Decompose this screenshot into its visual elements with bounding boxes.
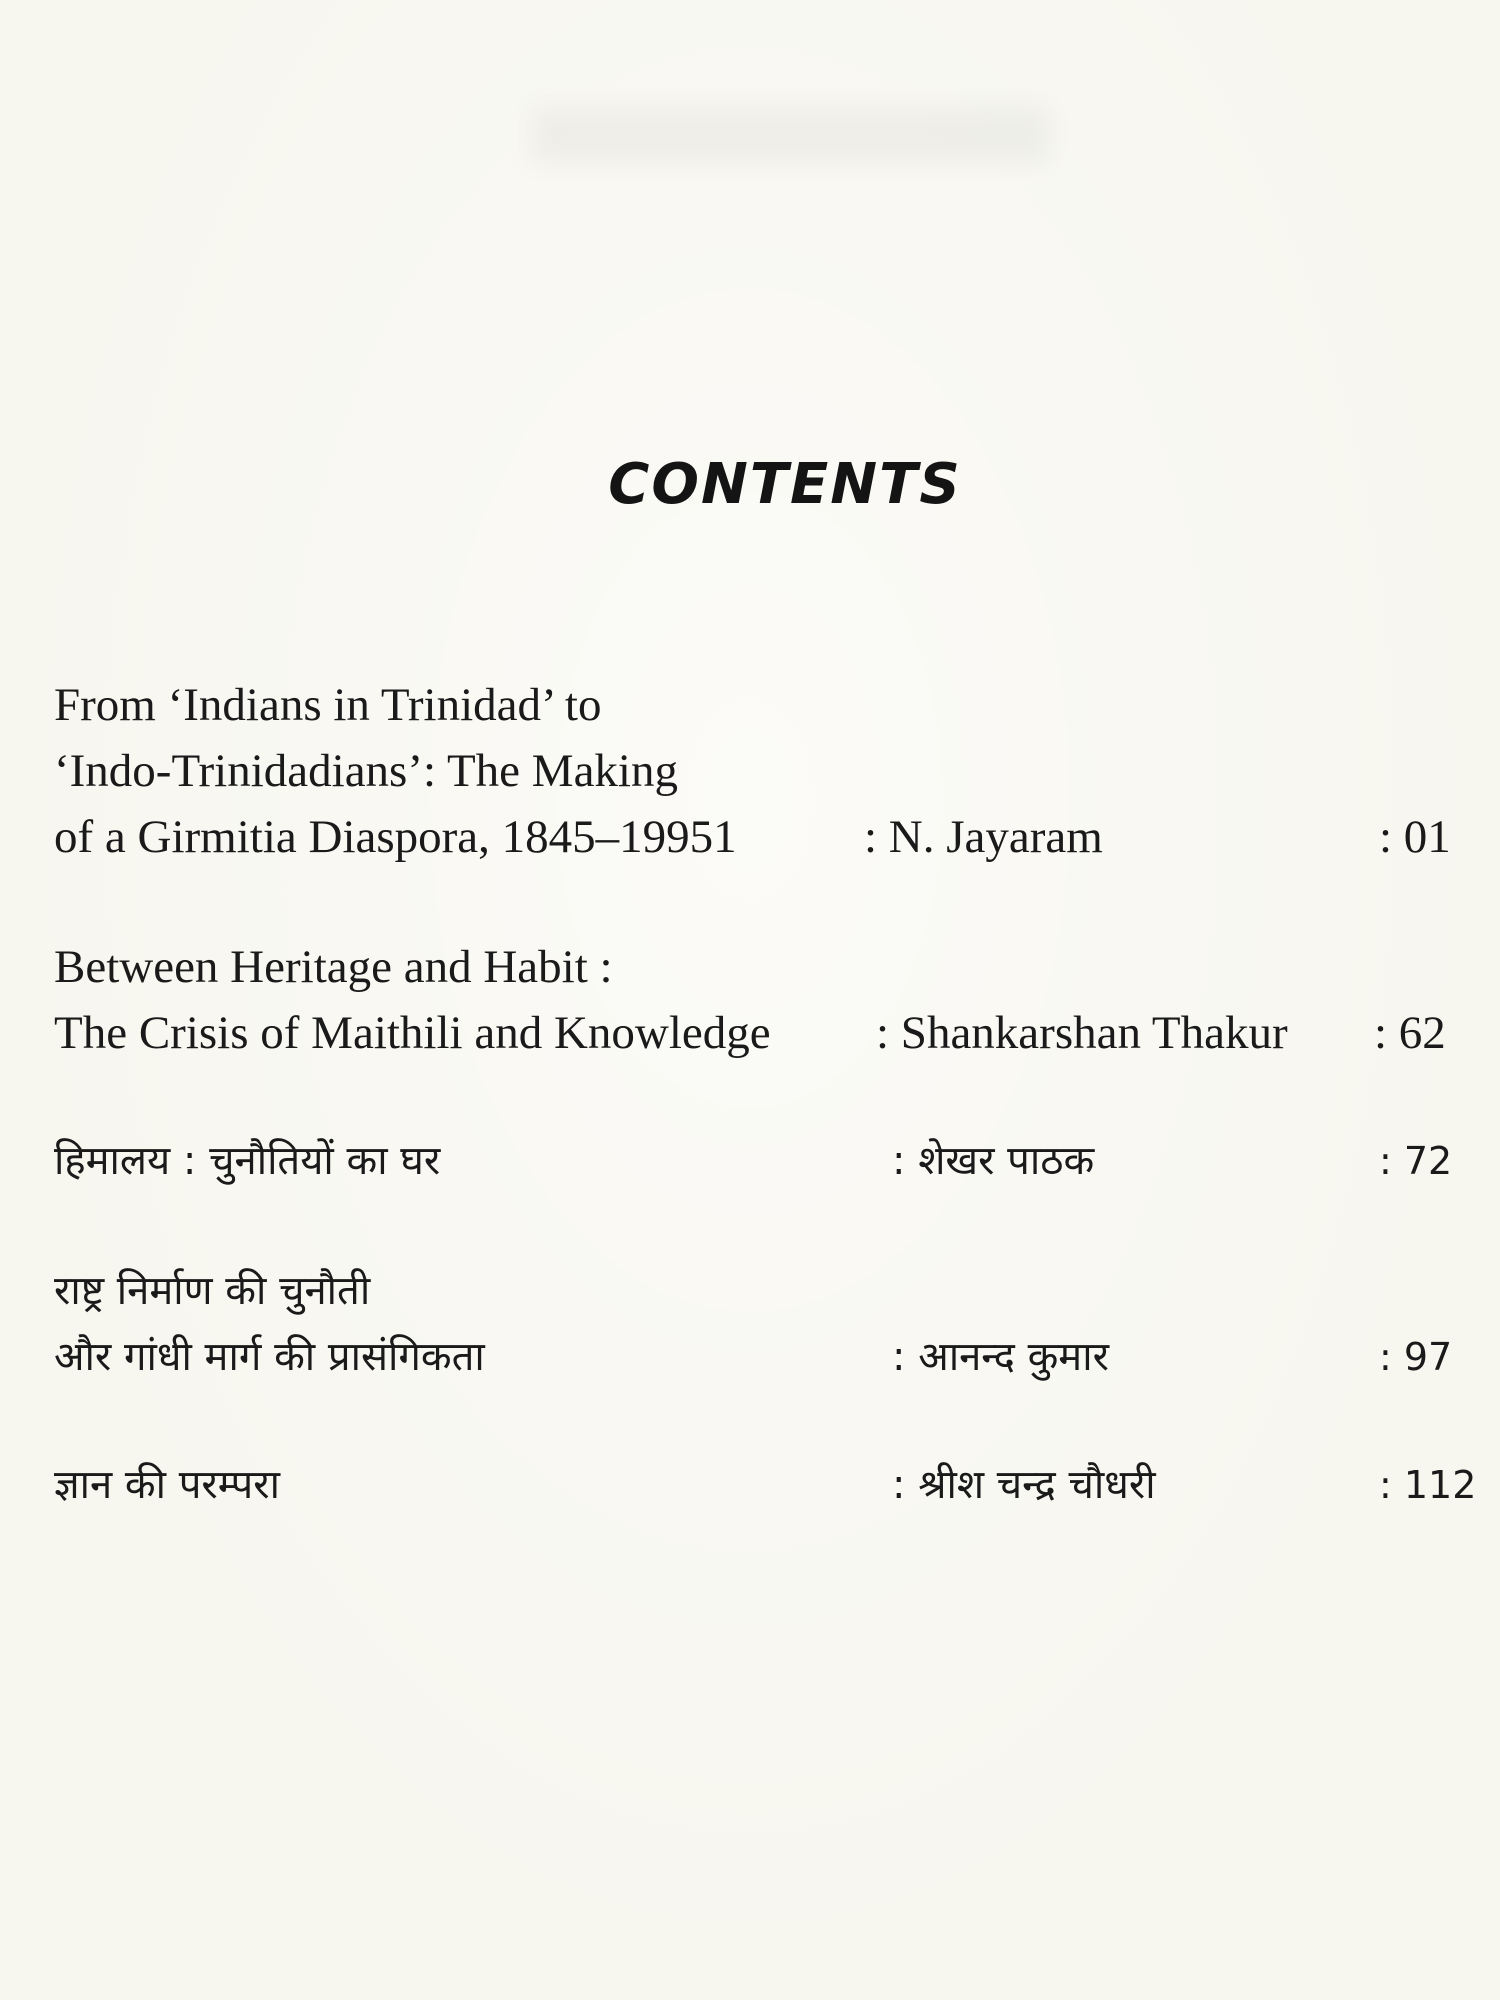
- entry-page-number: : 97: [1379, 1335, 1453, 1379]
- entry-title-text: हिमालय : चुनौतियों का घर: [54, 1138, 441, 1184]
- entry-title-text: From ‘Indians in Trinidad’ to: [54, 679, 602, 731]
- toc-entry: [54, 1258, 1474, 1390]
- entry-title-text: ज्ञान की परम्परा: [54, 1462, 280, 1508]
- entry-title-line: [54, 1128, 1474, 1194]
- toc-entry: [54, 934, 1474, 1066]
- entry-title-text: राष्ट्र निर्माण की चुनौती: [54, 1268, 371, 1314]
- entry-title-line: [54, 1000, 1474, 1066]
- toc-entry: [54, 1128, 1474, 1194]
- entry-title-text: of a Girmitia Diaspora, 1845–19951: [54, 811, 737, 863]
- entry-title-text: The Crisis of Maithili and Knowledge: [54, 1007, 771, 1059]
- entry-title-text: ‘Indo-Trinidadians’: The Making: [54, 745, 678, 797]
- entry-author: : शेखर पाठक: [892, 1138, 1095, 1184]
- entry-author: : श्रीश चन्द्र चौधरी: [892, 1462, 1156, 1508]
- entry-author: : आनन्द कुमार: [892, 1334, 1109, 1380]
- entry-title-line: [54, 934, 1474, 1000]
- entry-page-number: : 01: [1379, 811, 1451, 863]
- entry-title-line: [54, 1452, 1477, 1518]
- entry-title-line: [54, 738, 1474, 804]
- toc-entry: [54, 1452, 1477, 1518]
- entry-author: : N. Jayaram: [864, 811, 1103, 863]
- entry-title-text: Between Heritage and Habit :: [54, 941, 613, 993]
- entry-page-number: : 112: [1379, 1463, 1477, 1507]
- show-through-smudge: [530, 105, 1050, 165]
- entry-title-line: [54, 1324, 1474, 1390]
- entry-title-line: [54, 672, 1474, 738]
- contents-heading: CONTENTS: [608, 452, 962, 517]
- entry-title-line: [54, 1258, 1474, 1324]
- entry-page-number: : 72: [1379, 1139, 1453, 1183]
- entry-author: : Shankarshan Thakur: [876, 1007, 1288, 1059]
- entry-title-line: [54, 804, 1474, 870]
- entry-title-text: और गांधी मार्ग की प्रासंगिकता: [54, 1334, 485, 1380]
- entry-page-number: : 62: [1374, 1007, 1446, 1059]
- toc-entry: [54, 672, 1474, 870]
